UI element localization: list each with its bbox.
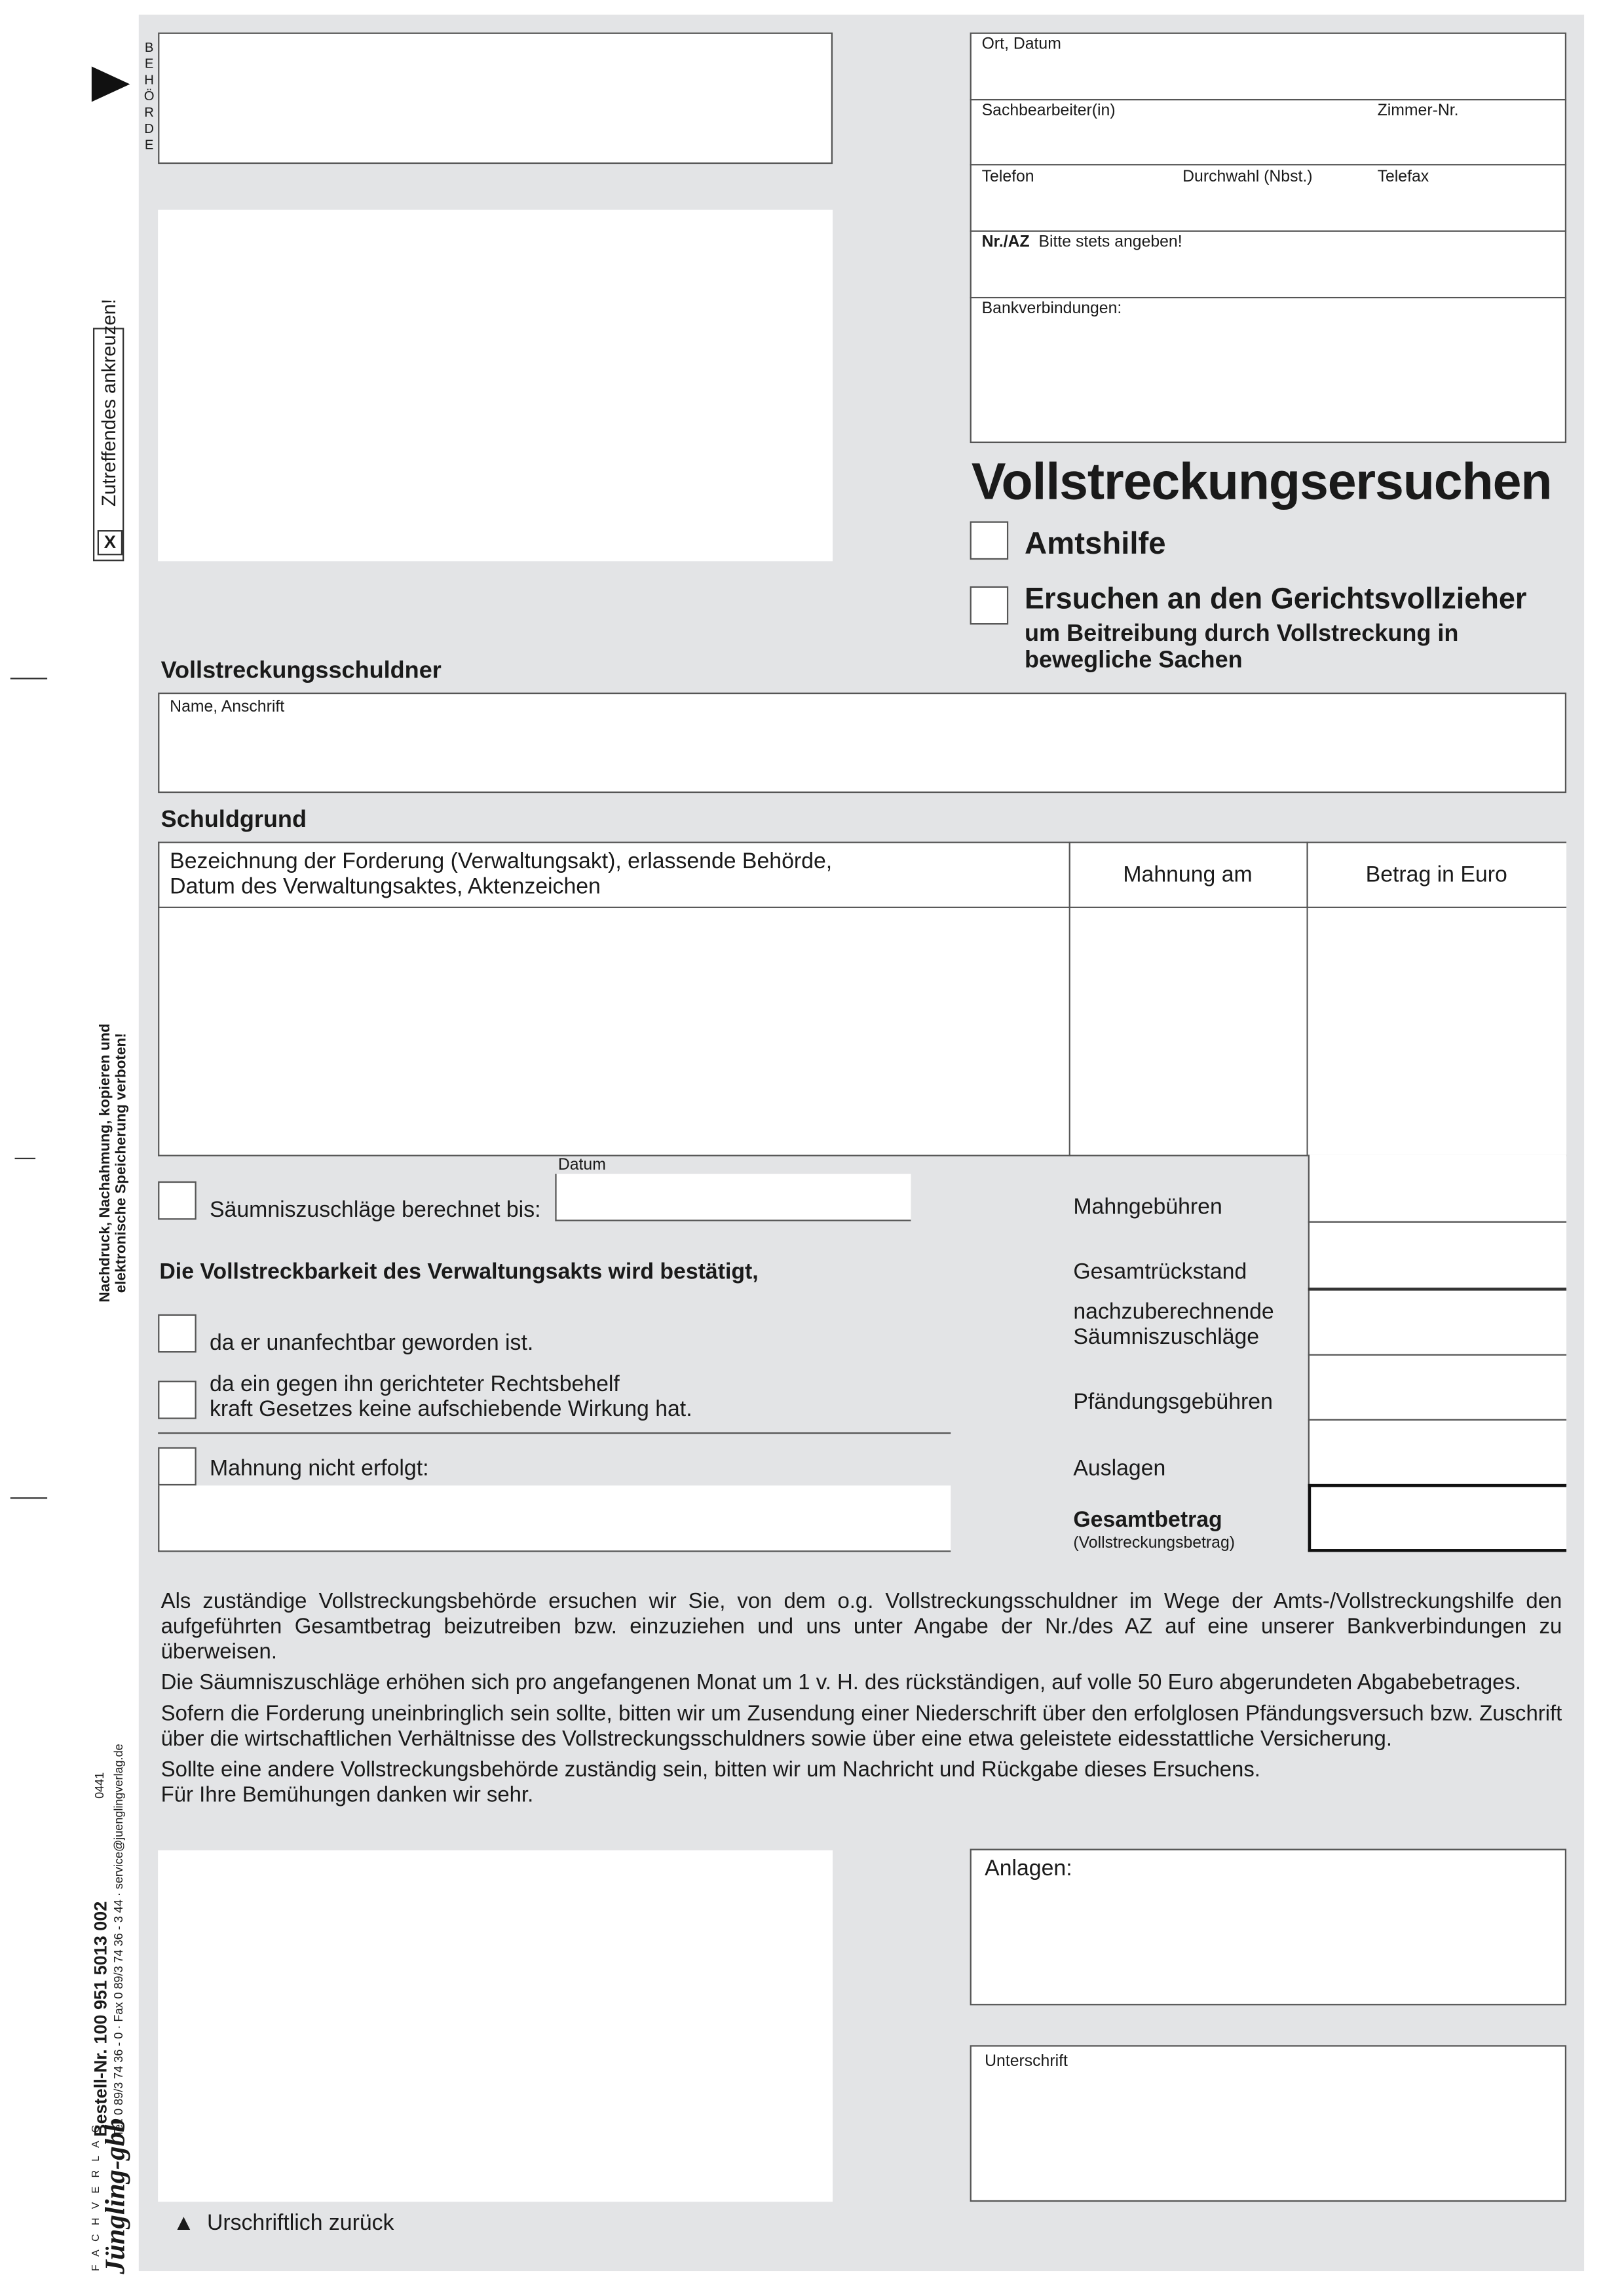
check-hint-box bbox=[93, 298, 124, 561]
nachzuberechnende-field[interactable] bbox=[1310, 1291, 1565, 1353]
rechtsbehelf-label bbox=[210, 1372, 692, 1423]
col1-line1: Bezeichnung der Forderung (Verwaltungsakt), erlassende Behörde, bbox=[170, 849, 833, 875]
letter: E bbox=[144, 56, 154, 71]
reason-col2-header: Mahnung am bbox=[1123, 862, 1253, 888]
reason-col3-header: Betrag in Euro bbox=[1365, 862, 1507, 888]
amtshilfe-checkbox[interactable] bbox=[970, 522, 1009, 560]
triangle-marker-icon bbox=[92, 66, 133, 102]
gv-sub2: bewegliche Sachen bbox=[1024, 648, 1243, 674]
telefon-field[interactable]: Telefon bbox=[981, 168, 1034, 186]
publisher-logo: Jüngling-gbb bbox=[100, 2118, 132, 2274]
telefax-field[interactable]: Telefax bbox=[1377, 168, 1429, 186]
vollstreckungsbetrag-label: (Vollstreckungsbetrag) bbox=[1073, 1534, 1236, 1552]
pfaendungsgebuehren-field[interactable] bbox=[1310, 1356, 1565, 1418]
fold-mark bbox=[10, 1497, 47, 1499]
authority-field[interactable] bbox=[158, 33, 833, 164]
nachzu-line2: Säumniszuschläge bbox=[1073, 1324, 1260, 1350]
publisher-contact: Tel. 0 89/3 74 36 - 0 · Fax 0 89/3 74 36 - 3 44 · service@juenglingverlag.de bbox=[112, 1744, 126, 2137]
saeumnis-label: Säumniszuschläge berechnet bis: bbox=[210, 1197, 541, 1223]
order-number: Bestell-Nr. 100 951 5013 002 bbox=[90, 1901, 111, 2137]
pfaendungsgebuehren-label: Pfändungsgebühren bbox=[1073, 1389, 1273, 1415]
check-example-box: X bbox=[98, 530, 123, 555]
mahnung-nicht-checkbox[interactable] bbox=[158, 1447, 197, 1486]
mahngebuehren-field[interactable] bbox=[1310, 1157, 1565, 1220]
gerichtsvollzieher-checkbox[interactable] bbox=[970, 586, 1009, 625]
gesamtbetrag-field[interactable] bbox=[1308, 1484, 1566, 1552]
debtor-heading: Vollstreckungsschuldner bbox=[161, 659, 442, 684]
saeumnis-date-field[interactable] bbox=[555, 1174, 911, 1221]
form-title: Vollstreckungsersuchen bbox=[971, 453, 1552, 511]
copyright-line1: Nachdruck, Nachahmung, kopieren und bbox=[97, 1023, 114, 1303]
paragraph: Für Ihre Bemühungen danken wir sehr. bbox=[161, 1784, 534, 1808]
fold-mark bbox=[10, 678, 47, 679]
behoerde-label bbox=[143, 40, 155, 154]
debtor-name-address-field[interactable] bbox=[158, 693, 1566, 793]
mahnung-nicht-field[interactable] bbox=[158, 1485, 951, 1552]
unanfechtbar-checkbox[interactable] bbox=[158, 1314, 197, 1353]
gesamtrueckstand-field[interactable] bbox=[1310, 1223, 1565, 1286]
return-address-field[interactable] bbox=[158, 1850, 833, 2202]
request-text bbox=[161, 1590, 1562, 1809]
triangle-up-icon: ▲ bbox=[172, 2210, 195, 2236]
gerichtsvollzieher-label: Ersuchen an den Gerichtsvollzieher bbox=[1024, 583, 1527, 616]
auslagen-label: Auslagen bbox=[1073, 1456, 1166, 1482]
form-code: 0441 bbox=[92, 1772, 107, 1799]
letter: H bbox=[144, 72, 154, 87]
mahngebuehren-label: Mahngebühren bbox=[1073, 1195, 1222, 1220]
mahnung-nicht-label: Mahnung nicht erfolgt: bbox=[210, 1456, 429, 1482]
zimmer-field[interactable]: Zimmer-Nr. bbox=[1377, 102, 1459, 120]
gv-sub1: um Beitreibung durch Vollstreckung in bbox=[1024, 621, 1459, 647]
nr-az-label: Nr./AZ bbox=[981, 233, 1030, 252]
divider bbox=[158, 1432, 951, 1434]
letter: R bbox=[144, 105, 154, 120]
letter: E bbox=[144, 137, 154, 153]
auslagen-field[interactable] bbox=[1310, 1421, 1565, 1483]
datum-label: Datum bbox=[557, 1156, 606, 1174]
anlagen-label: Anlagen: bbox=[985, 1856, 1072, 1882]
return-note bbox=[173, 2211, 394, 2236]
recipient-address-field[interactable] bbox=[158, 210, 833, 561]
check-hint-text: Zutreffendes ankreuzen! bbox=[97, 298, 120, 507]
copyright-line2: elektronische Speicherung verboten! bbox=[113, 1033, 130, 1293]
bank-field[interactable]: Bankverbindungen: bbox=[981, 299, 1122, 318]
paragraph: Sollte eine andere Vollstreckungsbehörde zuständig sein, bitten wir um Nachricht und Rückgabe dieses Ersuchens. bbox=[161, 1759, 1260, 1783]
return-note-text: Urschriftlich zurück bbox=[206, 2210, 394, 2236]
nachzu-line1: nachzuberechnende bbox=[1073, 1299, 1274, 1325]
reason-description-field[interactable] bbox=[159, 908, 1068, 1155]
sachbearbeiter-field[interactable]: Sachbearbeiter(in) bbox=[981, 102, 1116, 120]
durchwahl-field[interactable]: Durchwahl (Nbst.) bbox=[1182, 168, 1313, 186]
anlagen-field[interactable] bbox=[970, 1849, 1566, 2006]
paragraph: Als zuständige Vollstreckungsbehörde ersuchen wir Sie, von dem o.g. Vollstreckungsschuldner im Wege der Amts-/Vollstreckungshilfe den aufgeführten Gesamtbetrag beizutreiben bzw. einzuziehen und uns unter Angabe der Nr./des AZ auf eine unserer Bankverbindungen zu überweisen. bbox=[161, 1590, 1562, 1664]
publisher-small: F A C H V E R L A G bbox=[91, 2122, 102, 2272]
gesamtrueckstand-label: Gesamtrückstand bbox=[1073, 1259, 1247, 1285]
paragraph: Sofern die Forderung uneinbringlich sein sollte, bitten wir um Zusendung einer Niederschrift über den erfolglosen Pfändungsversuch bzw. Zuschrift über die wirtschaftlichen Verhältnisse des Vollstreckungsschuldners sowie über eine etwa geleistete eidesstattliche Versicherung. bbox=[161, 1702, 1562, 1751]
letter: D bbox=[144, 121, 154, 136]
ort-datum-field[interactable]: Ort, Datum bbox=[981, 35, 1061, 54]
copyright-notice bbox=[98, 1024, 130, 1303]
letter: B bbox=[144, 39, 154, 55]
nr-az-hint: Bitte stets angeben! bbox=[1038, 233, 1182, 252]
opt2-line2: kraft Gesetzes keine aufschiebende Wirkung hat. bbox=[210, 1396, 692, 1423]
rechtsbehelf-checkbox[interactable] bbox=[158, 1381, 197, 1419]
reason-col1-header bbox=[170, 849, 832, 900]
nr-az-field[interactable] bbox=[982, 233, 1182, 251]
amtshilfe-label: Amtshilfe bbox=[1024, 527, 1166, 562]
gesamtbetrag-label: Gesamtbetrag bbox=[1073, 1507, 1222, 1533]
mahnung-am-field[interactable] bbox=[1070, 908, 1307, 1155]
punch-mark bbox=[15, 1158, 36, 1159]
opt2-line1: da ein gegen ihn gerichteter Rechtsbehelf bbox=[210, 1371, 620, 1397]
col1-line2: Datum des Verwaltungsaktes, Aktenzeichen bbox=[170, 874, 601, 900]
reason-heading: Schuldgrund bbox=[161, 807, 307, 833]
saeumnis-checkbox[interactable] bbox=[158, 1181, 197, 1220]
debtor-field-label: Name, Anschrift bbox=[170, 698, 285, 716]
paragraph: Die Säumniszuschläge erhöhen sich pro angefangenen Monat um 1 v. H. des rückständigen, auf volle 50 Euro abgerundeten Abgabebetrages. bbox=[161, 1672, 1522, 1696]
letter: Ö bbox=[143, 88, 155, 104]
unanfechtbar-label: da er unanfechtbar geworden ist. bbox=[210, 1330, 534, 1356]
betrag-field[interactable] bbox=[1308, 908, 1566, 1155]
unterschrift-field[interactable] bbox=[970, 2045, 1566, 2202]
vollstreckbarkeit-confirm: Die Vollstreckbarkeit des Verwaltungsakts wird bestätigt, bbox=[159, 1259, 759, 1285]
unterschrift-label: Unterschrift bbox=[985, 2052, 1068, 2071]
gerichtsvollzieher-subtext bbox=[1025, 622, 1458, 675]
nachzuberechnende-label bbox=[1073, 1299, 1274, 1350]
